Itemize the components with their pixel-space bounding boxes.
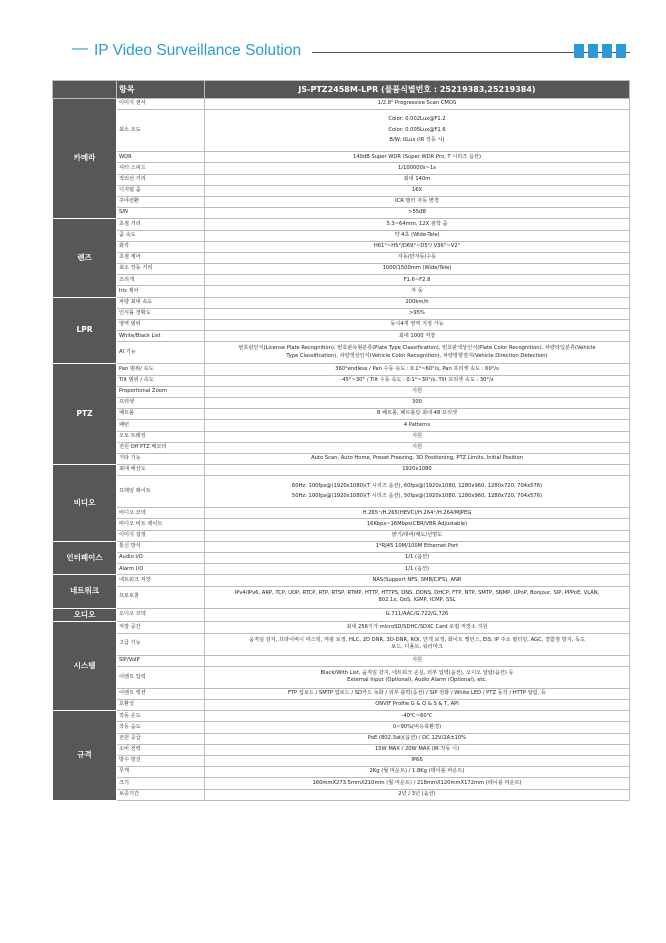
table-row (53, 252, 630, 263)
spec-label: Audio I/O (117, 553, 205, 564)
spec-value (205, 342, 630, 364)
category-cell: 인터페이스 (53, 541, 117, 575)
spec-value (205, 722, 630, 733)
table-row (53, 744, 630, 755)
spec-value (205, 308, 630, 319)
spec-label: Proportional Zoom (117, 386, 205, 397)
table-row (53, 553, 630, 564)
spec-value (205, 476, 630, 508)
spec-value (205, 110, 630, 152)
spec-value-line: 보드, 디폴트, 워터마크 (391, 644, 443, 651)
spec-value-line: 16Kbps~16Mbps(CBR/VBR Adjustable) (366, 520, 468, 527)
category-cell: LPR (53, 297, 117, 364)
spec-value-line: 움직임 감지, 프라이버시 마스킹, 역광 보정, HLC, 2D DNR, 3D-DNR, ROI, 안개 보정, 화이트 밸런스, EIS, IP 주소 필터링, AGC, 결함점 방지, 독도 (248, 636, 586, 643)
spec-value-line: 300 (412, 399, 422, 406)
spec-label: 무게 (117, 767, 205, 778)
spec-value (205, 297, 630, 308)
spec-value-line: Color: 0.002Lux@F1.2 (388, 116, 446, 123)
spec-value (205, 553, 630, 564)
spec-label: 오디오 코덱 (117, 608, 205, 622)
table-row (53, 722, 630, 733)
table-row (53, 297, 630, 308)
category-cell: 오디오 (53, 608, 117, 622)
table-row (53, 375, 630, 386)
category-cell: 비디오 (53, 465, 117, 542)
table-row (53, 420, 630, 431)
spec-value-line: 1/1 (옵션) (404, 565, 430, 572)
header-square-decoration (588, 44, 598, 58)
spec-value (205, 608, 630, 622)
spec-label: 최대 해상도 (117, 465, 205, 476)
spec-value-line: 2Kg (월 마운트) / 1.8Kg (테이블 마운트) (369, 768, 465, 775)
spec-label: 주야전환 (117, 196, 205, 207)
spec-value (205, 230, 630, 241)
table-row (53, 208, 630, 219)
spec-value-line: ONVIF Profile G & Q & S & T, API (375, 701, 459, 708)
spec-label: 크기 (117, 778, 205, 789)
spec-value-line: 5.3~64mm, 12X 광학 줌 (386, 220, 448, 227)
table-row (53, 519, 630, 530)
table-row (53, 174, 630, 185)
spec-value-line: 15W MAX / 20W MAX (IR 작동 시) (374, 746, 460, 753)
spec-value-line: IP66 (411, 757, 423, 764)
spec-value-line: 0~90%(비응축환경) (392, 723, 442, 730)
spec-value (205, 320, 630, 331)
spec-label: 작동 온도 (117, 711, 205, 722)
table-row (53, 564, 630, 575)
header-square-decoration (574, 44, 584, 58)
spec-value (205, 767, 630, 778)
spec-value-line: >95% (409, 310, 425, 317)
spec-label: Alarm I/O (117, 564, 205, 575)
spec-label: S/N (117, 208, 205, 219)
table-row (53, 163, 630, 174)
page-header (72, 38, 632, 64)
header-square-decoration (616, 44, 626, 58)
spec-value-line: F1.6~F2.8 (403, 276, 431, 283)
spec-value (205, 163, 630, 174)
spec-label: 기타 기능 (117, 453, 205, 464)
spec-value (205, 420, 630, 431)
spec-value (205, 655, 630, 666)
spec-value-line: 140dB Super WDR (Super WDR Pro, T 시리즈 옵션) (353, 153, 481, 160)
table-row (53, 320, 630, 331)
spec-value (205, 208, 630, 219)
spec-value-line: 160mmX273.5mmX210mm (월 마운트) / 218mmX120mmX172mm (테이블 마운트) (312, 779, 522, 786)
spec-label: 소비 전력 (117, 744, 205, 755)
table-row (53, 700, 630, 711)
table-row (53, 409, 630, 420)
spec-value-line: Black/With List, 움직임 감지, 네트워크 손실, 외부 입력(옵션), 오디오 알람(옵션) 등 (320, 669, 514, 676)
spec-value-line: 지원 (411, 432, 423, 439)
spec-value (205, 586, 630, 608)
table-row (53, 633, 630, 655)
spec-value-line: 동시4개 영역 지정 가능 (390, 321, 444, 328)
table-row (53, 230, 630, 241)
spec-label: AI 기능 (117, 342, 205, 364)
spec-label: 초점 거리 (117, 219, 205, 230)
spec-value-line: 1/1 (옵션) (404, 554, 430, 561)
spec-value (205, 386, 630, 397)
spec-value-line: ICR 필터 자동 변경 (395, 198, 439, 205)
spec-value-line: 360°endless / Pan 수동 속도 : 0.1°~60°/s, Pan 프리셋 속도 : 60°/s (335, 365, 499, 372)
spec-value-line: Auto Scan, Auto Home, Preset Freezing, 3D Positioning, PTZ Limits, Initial Position (311, 455, 523, 462)
table-row (53, 442, 630, 453)
header-item-label: 항목 (117, 81, 205, 99)
table-row (53, 666, 630, 688)
spec-value-line: 지원 (411, 388, 423, 395)
spec-value (205, 755, 630, 766)
spec-value-line: 1*RJ45 10M/100M Ethernet Port (375, 543, 459, 550)
spec-value (205, 241, 630, 252)
spec-value-line: 4 Patterns (403, 421, 431, 428)
table-row (53, 219, 630, 230)
table-row (53, 711, 630, 722)
spec-label: 비디오 코덱 (117, 508, 205, 519)
table-row (53, 655, 630, 666)
spec-label: 초점 제어 (117, 252, 205, 263)
spec-label: WDR (117, 152, 205, 163)
table-row (53, 152, 630, 163)
spec-value-line: B/W: 0Lux (IR 작동 시) (389, 137, 445, 144)
spec-label: 이미지 센서 (117, 99, 205, 110)
category-cell: 카메라 (53, 99, 117, 219)
spec-value (205, 252, 630, 263)
page-title: IP Video Surveillance Solution (94, 42, 302, 59)
spec-value-line: >55dB (408, 209, 426, 216)
spec-value (205, 778, 630, 789)
table-row (53, 586, 630, 608)
spec-label: 차량 최대 속도 (117, 297, 205, 308)
spec-label: 호환성 (117, 700, 205, 711)
spec-value-line: NAS(Support NFS, SMB/CIFS), ANR (372, 576, 462, 583)
spec-value (205, 364, 630, 375)
spec-value-line: 2년 / 3년 (옵션) (398, 790, 436, 797)
spec-value-line: 번호판인식(License Plate Recognition), 번호판유형분류(Plate Type Classification), 번호판색상인식(Plate Color Recognition), 차량타입분류(Vehicle (238, 345, 596, 352)
table-row (53, 767, 630, 778)
spec-value (205, 275, 630, 286)
table-row (53, 541, 630, 552)
spec-value (205, 700, 630, 711)
spec-value-line: 8 패트롤, 패트롤당 최대 48 프리셋 (377, 410, 457, 417)
spec-label: 이벤트 액션 (117, 688, 205, 699)
spec-value (205, 744, 630, 755)
spec-value (205, 174, 630, 185)
spec-label: 디지털 줌 (117, 185, 205, 196)
spec-value (205, 185, 630, 196)
table-row (53, 465, 630, 476)
table-row (53, 196, 630, 207)
table-row (53, 453, 630, 464)
spec-value-line: 최대 1000 저장 (398, 332, 436, 339)
spec-label: 통신 방식 (117, 541, 205, 552)
spec-value-line: 50Hz: 100fps@(1920x1080)(T 시리즈 옵션), 50fps@(1920x1080, 1280x960, 1280x720, 704x576) (291, 492, 543, 499)
spec-value (205, 519, 630, 530)
spec-value-line: -40℃~60℃ (401, 712, 433, 719)
spec-value-line: External Input (Optional), Audio Alarm (Optional), etc. (347, 677, 487, 684)
spec-label: 셔터 스피드 (117, 163, 205, 174)
spec-label: 영역 범위 (117, 320, 205, 331)
spec-label: White/Black List (117, 331, 205, 342)
table-row (53, 755, 630, 766)
spec-label: 고급 기능 (117, 633, 205, 655)
spec-label: 패트롤 (117, 409, 205, 420)
table-row (53, 431, 630, 442)
table-header-row (53, 81, 630, 99)
table-row (53, 530, 630, 541)
spec-label: 이미지 설정 (117, 530, 205, 541)
category-cell: 네트워크 (53, 575, 117, 608)
table-row (53, 99, 630, 110)
table-row (53, 476, 630, 508)
spec-value (205, 465, 630, 476)
spec-value (205, 633, 630, 655)
spec-value (205, 442, 630, 453)
spec-label: 저장 공간 (117, 622, 205, 633)
table-row (53, 241, 630, 252)
header-square-decoration (602, 44, 612, 58)
spec-value (205, 431, 630, 442)
table-row (53, 185, 630, 196)
spec-value-line: PoE (802.3at)(옵션) / DC 12V/2A±10% (367, 734, 467, 741)
spec-label: SIP/VoIP (117, 655, 205, 666)
spec-value (205, 508, 630, 519)
table-row (53, 308, 630, 319)
spec-value-line: 자동/반자동/수동 (397, 254, 437, 261)
spec-value (205, 219, 630, 230)
table-row (53, 110, 630, 152)
spec-value (205, 733, 630, 744)
spec-label: Iris 제어 (117, 286, 205, 297)
spec-value (205, 375, 630, 386)
spec-label: 방수 방진 (117, 755, 205, 766)
table-row (53, 688, 630, 699)
spec-value-line: FTP 업로드 / SMTP 업로드 / SD카드 녹화 / 외부 출력(옵션) / SIP 전화 / White LED / PTZ 동작 / HTTP 알림, 등 (288, 690, 546, 697)
spec-value (205, 564, 630, 575)
spec-label: 전원 공급 (117, 733, 205, 744)
header-model-value: JS-PTZ2458M-LPR (물품식별번호 : 25219383,25219384) (205, 81, 630, 99)
spec-value-line: 1/100000s~1s (398, 164, 436, 171)
category-cell: 규격 (53, 711, 117, 801)
spec-value-line: -45°~30° / Tilt 수동 속도 : 0.1°~30°/s, Tilt 프리셋 속도 : 30°/s (340, 376, 494, 383)
spec-value (205, 397, 630, 408)
table-row (53, 397, 630, 408)
header-dash: — (72, 40, 88, 57)
spec-value-line: 1/2.8" Progressive Scan CMOS (377, 100, 457, 107)
spec-value-line: 밝기/대비/채도/선명도 (391, 531, 443, 538)
spec-value-line: 최대 256기가 microSD/SDHC/SDXC Card 로컬 저장소 지원 (346, 623, 488, 630)
spec-label: 이벤트 입력 (117, 666, 205, 688)
spec-label: 인식률 정확도 (117, 308, 205, 319)
spec-value (205, 152, 630, 163)
spec-label: 오토 트래킹 (117, 431, 205, 442)
spec-value (205, 541, 630, 552)
spec-value-line: 60Hz: 100fps@(1920x1080)(T 시리즈 옵션), 60fps@(1920x1080, 1280x960, 1280x720, 704x576) (291, 483, 543, 490)
table-row (53, 286, 630, 297)
spec-value (205, 453, 630, 464)
table-row (53, 733, 630, 744)
spec-label: 적외선 거리 (117, 174, 205, 185)
spec-value-line: 1920x1080 (402, 466, 432, 473)
spec-label: 작동 습도 (117, 722, 205, 733)
spec-value-line: 지원 (411, 444, 423, 451)
spec-value (205, 789, 630, 800)
table-row (53, 778, 630, 789)
spec-label: 전원 Off PTZ 메모리 (117, 442, 205, 453)
spec-value-line: 1000/1500mm (Wide/Tele) (382, 265, 452, 272)
header-empty-cell (53, 81, 117, 99)
spec-label: 패턴 (117, 420, 205, 431)
table-row (53, 789, 630, 800)
table-row (53, 331, 630, 342)
category-cell: PTZ (53, 364, 117, 465)
spec-value (205, 286, 630, 297)
spec-label: 비디오 비트 레이트 (117, 519, 205, 530)
table-row (53, 275, 630, 286)
spec-value-line: H61°~H5°/D69°~D5°/ V36°~V2° (373, 243, 461, 250)
spec-label: 화각 (117, 241, 205, 252)
spec-value (205, 666, 630, 688)
spec-value (205, 530, 630, 541)
table-row (53, 264, 630, 275)
table-row (53, 508, 630, 519)
spec-table (52, 80, 630, 801)
table-row (53, 342, 630, 364)
spec-value-line: G.711/AAC/G.722/G.726 (385, 611, 449, 618)
table-row (53, 575, 630, 586)
spec-value-line: 200km/h (405, 298, 429, 305)
table-row (53, 622, 630, 633)
spec-value-line: 802.1x, QoS, IGMP, ICMP, SSL (378, 597, 456, 604)
category-cell: 시스템 (53, 622, 117, 711)
spec-value-line: 지원 (411, 656, 423, 663)
spec-value (205, 196, 630, 207)
spec-label: 네트워크 저장 (117, 575, 205, 586)
spec-value-line: 최대 140m (403, 175, 431, 182)
spec-label: 보증기간 (117, 789, 205, 800)
table-row (53, 364, 630, 375)
spec-value-line: 자 동 (411, 287, 423, 294)
spec-label: 최소 조도 (117, 110, 205, 152)
spec-value (205, 409, 630, 420)
spec-value-line: H.265⁺/H.265(HEVC)/H.264⁺/H.264/MJPEG (362, 509, 472, 516)
spec-label: Tilt 범위 / 속도 (117, 375, 205, 386)
spec-value (205, 99, 630, 110)
spec-value (205, 264, 630, 275)
spec-label: 줌 속도 (117, 230, 205, 241)
spec-label: 프로토콜 (117, 586, 205, 608)
spec-value (205, 622, 630, 633)
spec-value-line: 약 4초 (Wide-Tele) (394, 231, 440, 238)
table-row (53, 608, 630, 622)
spec-label: 최소 작동 거리 (117, 264, 205, 275)
spec-value (205, 688, 630, 699)
category-cell: 렌즈 (53, 219, 117, 297)
spec-value (205, 575, 630, 586)
spec-value-line: Color: 0.005Lux@F1.6 (388, 126, 446, 133)
spec-value-line: IPv4/IPv6, ARP, TCP, UDP, RTCP, RTP, RTSP, RTMP, HTTP, HTTPS, DNS, DDNS, DHCP, FTP, NTP, SMTP, SNMP, UPnP, Bonjour, SIP, PPPoE, VLAN, (234, 589, 600, 596)
spec-value (205, 331, 630, 342)
spec-value (205, 711, 630, 722)
table-row (53, 386, 630, 397)
spec-value-line: 16X (411, 187, 423, 194)
spec-label: Pan 범위/ 속도 (117, 364, 205, 375)
spec-label: 프리셋 (117, 397, 205, 408)
spec-label: 프레임 레이트 (117, 476, 205, 508)
spec-label: 조리개 (117, 275, 205, 286)
spec-value-line: Type Classification), 차량색상인식(Vehicle Color Recognition), 차량방향검지(Vehicle Direction Detection) (286, 352, 548, 359)
